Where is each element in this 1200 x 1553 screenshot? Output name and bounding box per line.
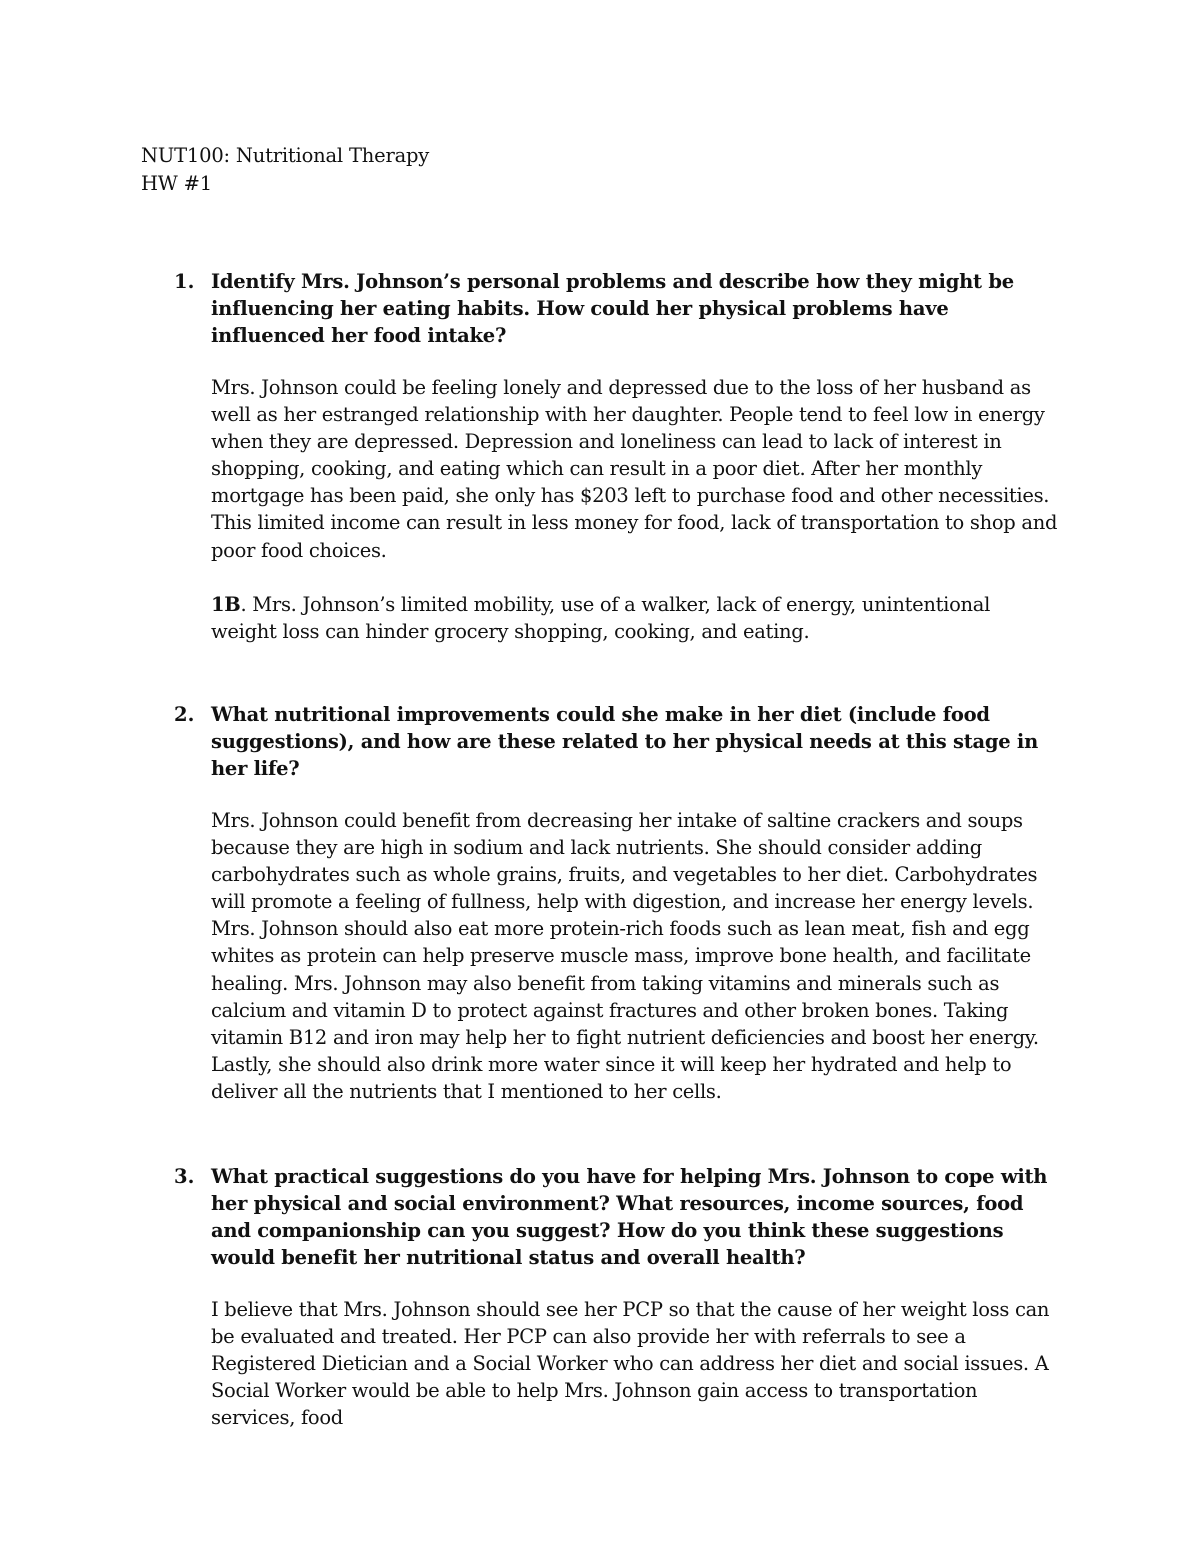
question-text: What practical suggestions do you have for helping Mrs. Johnson to cope with her physical and social environment? What resources, income sources, food and companionship can you suggest? How do you think these suggestions would benefit her nutritional status and overall health? [211,1165,1048,1269]
question-text: What nutritional improvements could she make in her diet (include food suggestions), and how are these related to her physical needs at this stage in her life? [211,703,1039,780]
answer-label: 1B [211,592,241,616]
question-1 [140,268,1060,645]
assignment-title: HW #1 [141,172,212,195]
answer-paragraph: Mrs. Johnson could benefit from decreasing her intake of saltine crackers and soups because they are high in sodium and lack nutrients. She should consider adding carbohydrates such as whole grains, fruits, and vegetables to her diet. Carbohydrates will promote a feeling of fullness, help with digestion, and increase her energy levels. Mrs. Johnson should also eat more protein-rich foods such as lean meat, fish and egg whites as protein can help preserve muscle mass, improve bone health, and facilitate healing. Mrs. Johnson may also benefit from taking vitamins and minerals such as calcium and vitamin D to protect against fractures and other broken bones. Taking vitamin B12 and iron may help her to fight nutrient deficiencies and boost her energy. Lastly, she should also drink more water since it will keep her hydrated and help to deliver all the nutrients that I mentioned to her cells. [211,809,1039,1103]
question-text: Identify Mrs. Johnson’s personal problems and describe how they might be influencing her eating habits. How could her physical problems have influenced her food intake? [211,270,1014,347]
answer-text: . Mrs. Johnson’s limited mobility, use of a walker, lack of energy, unintentional weight loss can hinder grocery shopping, cooking, and eating. [211,592,991,643]
question-number: 2. [174,703,195,726]
document-header [141,142,429,198]
question-2 [140,701,1060,1105]
question-number: 1. [174,270,195,293]
question-number: 3. [174,1165,195,1188]
answer-paragraph: Mrs. Johnson could be feeling lonely and depressed due to the loss of her husband as well as her estranged relationship with her daughter. People tend to feel low in energy when they are depressed. Depression and loneliness can lead to lack of interest in shopping, cooking, and eating which can result in a poor diet. After her monthly mortgage has been paid, she only has $203 left to purchase food and other necessities. This limited income can result in less money for food, lack of transportation to shop and poor food choices. [211,376,1058,562]
answer-paragraph: I believe that Mrs. Johnson should see her PCP so that the cause of her weight loss can be evaluated and treated. Her PCP can also provide her with referrals to see a Registered Dietician and a Social Worker who can address her diet and social issues. A Social Worker would be able to help Mrs. Johnson gain access to transportation services, food [211,1298,1050,1430]
answer-paragraph-1b [211,591,1060,645]
course-title: NUT100: Nutritional Therapy [141,144,430,167]
question-3 [140,1163,1060,1431]
